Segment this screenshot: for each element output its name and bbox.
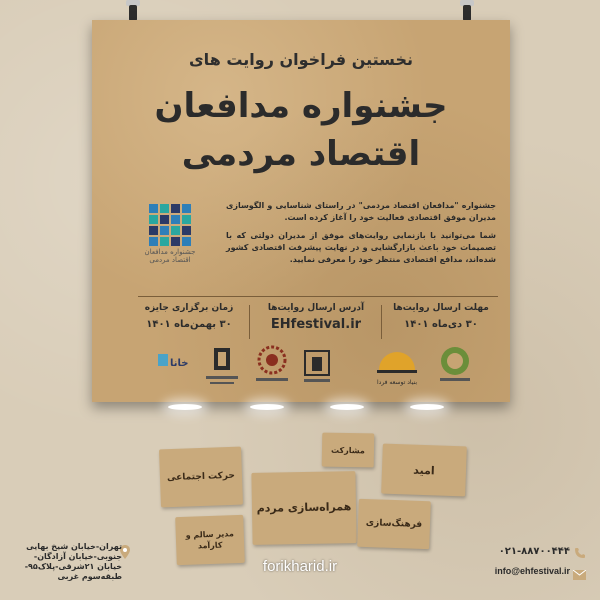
binder-clip-right xyxy=(460,0,474,22)
address-value[interactable]: EHfestival.ir xyxy=(270,317,362,332)
note-people-engagement: همراه‌سازی مردم xyxy=(251,471,356,545)
sponsor-farda-label: بنیاد توسعه فردا xyxy=(376,379,418,386)
festival-logo-icon xyxy=(149,204,191,246)
note-participation: مشارکت xyxy=(322,433,375,468)
spotlight xyxy=(250,404,284,410)
sponsor-round-logo-icon xyxy=(438,344,472,388)
binder-clip-left xyxy=(126,0,140,22)
spotlight xyxy=(330,404,364,410)
spotlight xyxy=(410,404,444,410)
festival-logo-caption: جشنواره مدافعان اقتصاد مردمی xyxy=(144,248,196,265)
poster-paragraph-1: جشنواره "مدافعان اقتصاد مردمی" در راستای شناسایی و الگوسازی مدیران موفق اقتصادی فعالیت خود را آغاز کرده است. xyxy=(226,201,496,222)
sponsor-building-logo-icon xyxy=(302,348,332,390)
footer-address: تهران-خیابان شیخ بهایی جنوبی-خیابان آزادگان-خیابان ۲۱شرقی-پلاک۹۵-طبقه‌سوم غربی xyxy=(24,542,122,581)
poster-title-line2: اقتصاد مردمی xyxy=(181,134,421,174)
poster-kicker: نخستین فراخوان روایت های xyxy=(189,50,413,69)
note-hope: امید xyxy=(381,444,467,497)
sponsor-logos xyxy=(142,344,472,394)
footer-email[interactable]: info@ehfestival.ir xyxy=(494,566,570,576)
sponsor-khana-text: خانا xyxy=(170,358,189,369)
poster xyxy=(92,20,510,402)
info-ceremony xyxy=(134,303,244,330)
divider xyxy=(381,305,382,339)
address-label: آدرس ارسال روایت‌ها xyxy=(267,303,365,313)
note-healthy-manager: مدیر سالم و کارآمد xyxy=(175,515,245,565)
divider xyxy=(138,296,498,297)
watermark: forikharid.ir xyxy=(262,558,338,575)
ceremony-label: زمان برگزاری جایزه xyxy=(144,303,234,313)
poster-description xyxy=(226,200,496,272)
sponsor-university-logo-icon xyxy=(204,346,240,392)
poster-paragraph-2: شما می‌توانید با بازنمایی روایت‌های موفق از مدیران دولتی که با تصمیمات خود باعث بازارگشایی و در نهایت پیشرفت اقتصادی کشور شده‌اند، مدافع اقتصادی منتظر خود را معرفی نمایید. xyxy=(226,231,496,264)
ceremony-value: ۳۰ بهمن‌ماه ۱۴۰۱ xyxy=(146,319,232,330)
note-culture-building: فرهنگ‌سازی xyxy=(357,499,431,549)
info-deadline xyxy=(386,303,496,330)
deadline-label: مهلت ارسال روایت‌ها xyxy=(393,303,489,313)
sponsor-emblem-logo-icon xyxy=(252,344,292,392)
deadline-value: ۳۰ دی‌ماه ۱۴۰۱ xyxy=(404,319,478,330)
info-address xyxy=(256,303,376,332)
note-social-movement: حرکت اجتماعی xyxy=(159,447,243,508)
sponsor-sun-logo-icon xyxy=(372,344,422,386)
poster-title-line1: جشنواره مدافعان xyxy=(154,86,448,126)
spotlight xyxy=(168,404,202,410)
footer-phone[interactable]: ۰۲۱-۸۸۷۰۰۴۴۴ xyxy=(498,546,570,557)
divider xyxy=(249,305,250,339)
sponsor-khana-logo-icon xyxy=(156,348,190,376)
